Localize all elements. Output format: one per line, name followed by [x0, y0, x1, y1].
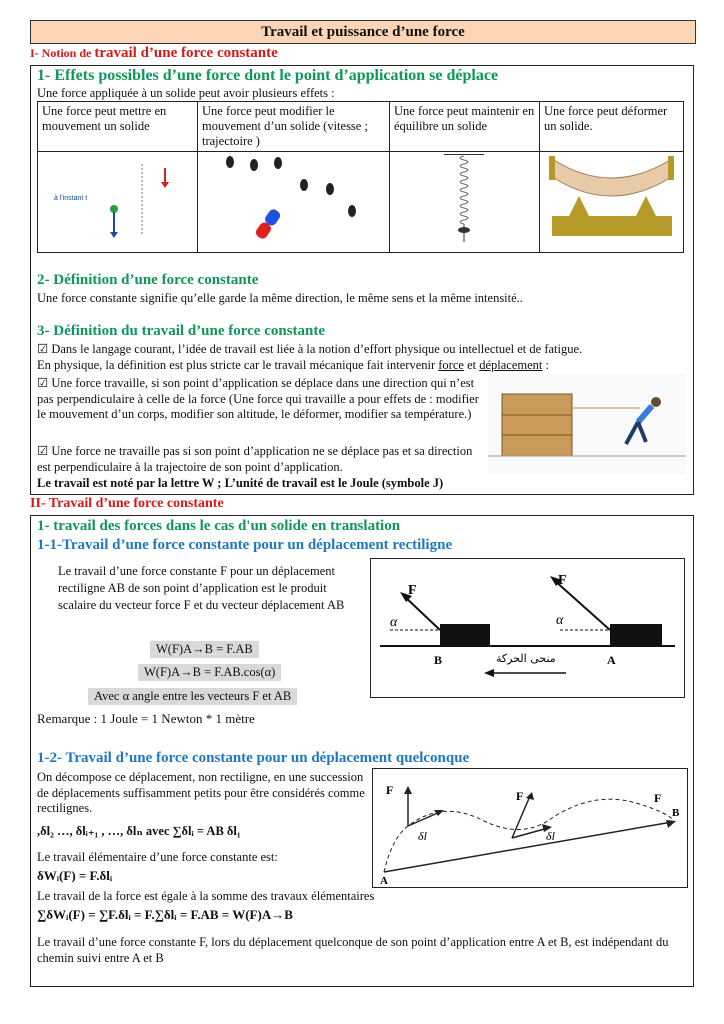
sub3-p2-displacement: déplacement: [479, 358, 543, 372]
fig2-label-dl1: δl: [418, 829, 427, 843]
sub3-p2-a: En physique, la définition est plus stricte car le travail mécanique fait intervenir: [37, 358, 439, 372]
s2-sub12-text3: Le travail de la force est égale à la somme des travaux élémentaires: [37, 889, 375, 903]
formula-sum: ∑δWᵢ(F) = ∑F.δlᵢ = F.∑δlᵢ = F.AB = W(F)A→B: [37, 907, 293, 922]
section-1-heading-prefix: I- Notion de: [30, 46, 95, 60]
s2-sub11-text: Le travail d’une force constante F pour un déplacement rectiligne AB de son point d’application est le produit scalaire du vecteur force F et du vecteur déplacement AB: [58, 564, 345, 612]
trajectory-figure: [202, 154, 382, 246]
section-1-heading-main: travail d’une force constante: [94, 45, 278, 61]
fig1-label: à l'instant t: [54, 195, 88, 202]
fig2-label-B: B: [672, 807, 680, 819]
formula-2: W(F)A→B = F.AB.cos(α): [138, 664, 281, 681]
sub1-intro: Une force appliquée à un solide peut avoir plusieurs effets :: [37, 86, 335, 100]
sub2-heading: 2- Définition d’une force constante: [37, 272, 259, 288]
effect-fig-3: [390, 152, 540, 253]
effect-fig-2: [198, 152, 390, 253]
sub3-p2-c: et: [463, 358, 480, 372]
fig-label-F2: F: [558, 573, 567, 588]
sub3-p1: ☑ Dans le langage courant, l’idée de travail est liée à la notion d’effort physique ou intellectuel et de fatigue.: [37, 342, 583, 356]
effect-cell-4: Une force peut déformer un solide.: [540, 102, 684, 152]
fig-alpha-2: α: [556, 613, 564, 628]
sub2-text: Une force constante signifie qu’elle garde la même direction, le même sens et la même intensité..: [37, 291, 523, 305]
effect-fig-4: [540, 152, 684, 253]
fig2-label-dl2: δl: [546, 829, 555, 843]
effect-cell-2: Une force peut modifier le mouvement d’un solide (vitesse ; trajectoire ): [198, 102, 390, 152]
fig2-label-F3: F: [654, 791, 662, 805]
fig-label-B: B: [434, 653, 443, 667]
effect-cell-3: Une force peut maintenir en équilibre un solide: [390, 102, 540, 152]
fig-arabic-direction: منحى الحركة: [496, 652, 556, 665]
formula-3: Avec α angle entre les vecteurs F et AB: [88, 688, 297, 705]
section-1-heading: [30, 45, 278, 62]
sub3-p2: [37, 358, 687, 374]
fig-label-F1: F: [408, 583, 417, 598]
sub1-heading: 1- Effets possibles d’une force dont le point d’application se déplace: [37, 67, 499, 84]
s2-sub12-text4: Le travail d’une force constante F, lors du déplacement quelconque de son point d’application entre A et B, est indépendant du chemin suivi entre A et B: [37, 935, 669, 965]
fig-alpha-1: α: [390, 615, 398, 630]
rectilinear-displacement-figure: [370, 558, 685, 698]
fig-label-A: A: [607, 653, 616, 667]
effect-fig-1: [38, 152, 198, 253]
sub3-p4: ☑ Une force ne travaille pas si son point d’application ne se déplace pas et sa direction est perpendiculaire à la trajectoire de son point d’application.: [37, 444, 473, 474]
page-title: Travail et puissance d’une force: [30, 20, 696, 44]
sub3-p3: ☑ Une force travaille, si son point d’application se déplace dans une direction qui n’est pas perpendiculaire à celle de la force (Une force qui travaille a pour effets de : modifier le mouvement d’un corps, modifier son altitude, le déformer, modifier sa température.): [37, 376, 479, 421]
fig2-label-F2: F: [516, 789, 524, 803]
fig2-label-F1: F: [386, 783, 394, 797]
s2-sub1-heading: 1- travail des forces dans le cas d'un solide en translation: [37, 518, 401, 534]
formula-elementary: δWᵢ(F) = F.δlᵢ: [37, 868, 113, 883]
formula-1: W(F)A→B = F.AB: [150, 641, 259, 658]
falling-ball-figure: [42, 154, 192, 246]
spring-figure: [394, 154, 534, 246]
sub3-p2-force: force: [438, 358, 464, 372]
sub3-p5: Le travail est noté par la lettre W ; L’unité de travail est le Joule (symbole J): [37, 476, 444, 490]
formula-list: ,δl₂ …, δlᵢ₊₁ , …, δlₙ avec ∑δlᵢ = AB δl₁: [37, 824, 241, 838]
s2-sub12-text2: Le travail élémentaire d’une force constante est:: [37, 850, 278, 864]
effect-cell-1: Une force peut mettre en mouvement un solide: [38, 102, 198, 152]
sub3-p2-e: :: [542, 358, 549, 372]
s2-sub12-heading: 1-2- Travail d’une force constante pour un déplacement quelconque: [37, 750, 470, 766]
s2-sub11-heading: 1-1-Travail d’une force constante pour un déplacement rectiligne: [37, 537, 453, 553]
remark: Remarque : 1 Joule = 1 Newton * 1 mètre: [37, 711, 255, 726]
effects-table: [37, 101, 684, 253]
section-2-heading: II- Travail d’une force constante: [30, 496, 224, 511]
fig2-label-A: A: [380, 875, 388, 887]
sub3-heading: 3- Définition du travail d’une force constante: [37, 323, 326, 339]
s2-sub12-text1: On décompose ce déplacement, non rectiligne, en une succession de déplacements suffisamment petits pour être considérés comme rectilignes.: [37, 770, 365, 815]
curved-displacement-figure: [372, 768, 688, 888]
pulling-crate-figure: [488, 374, 686, 474]
bent-beam-figure: [544, 154, 679, 246]
